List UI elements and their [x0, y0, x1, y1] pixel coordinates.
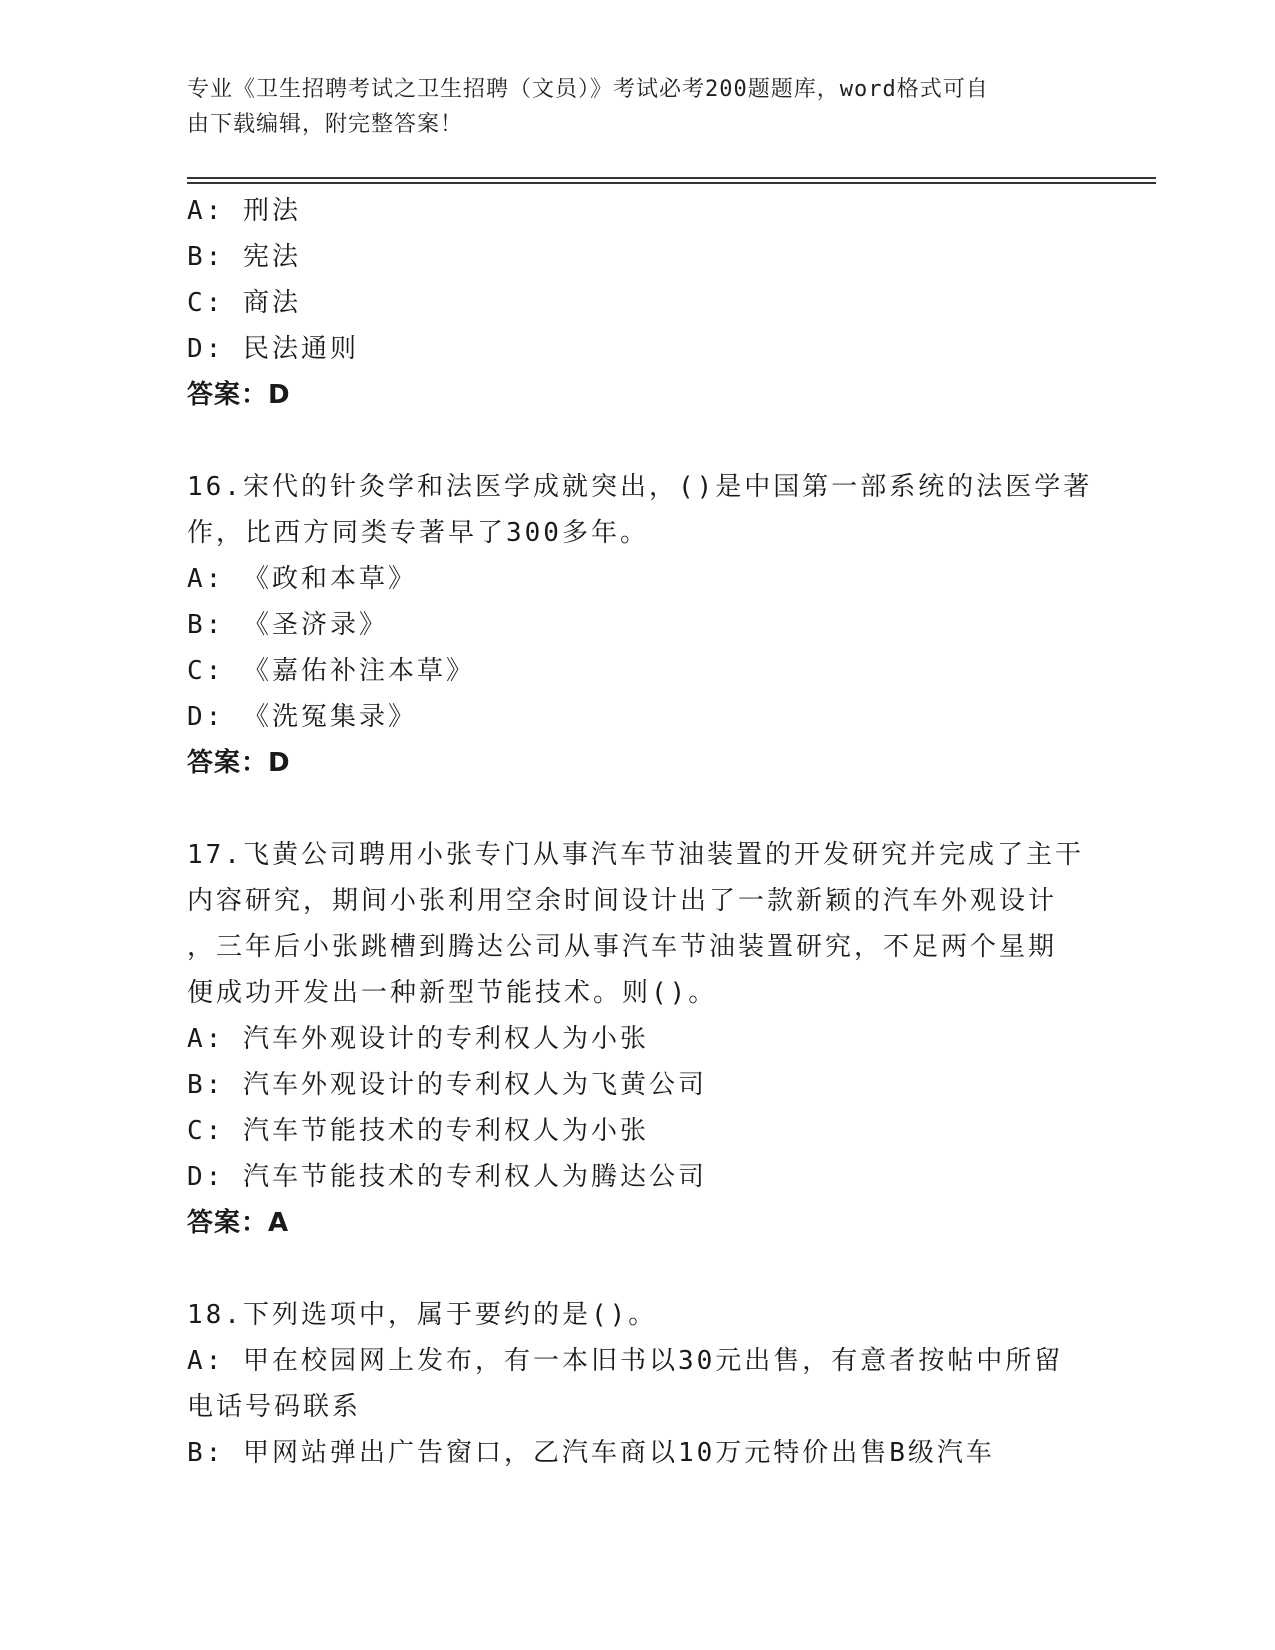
document-header	[187, 72, 1067, 142]
question-content	[187, 188, 1093, 1476]
header-rule-top	[187, 177, 1156, 179]
option-d: D: 民法通则	[187, 334, 359, 364]
spacer	[187, 1246, 1087, 1292]
answer-line: 答案：D	[187, 748, 291, 778]
question-text: 16.宋代的针灸学和法医学成就突出，()是中国第一部系统的法医学著	[187, 472, 1093, 502]
option-d: D: 汽车节能技术的专利权人为腾达公司	[187, 1162, 707, 1192]
question-text: 18.下列选项中，属于要约的是()。	[187, 1300, 658, 1330]
option-b: B: 甲网站弹出广告窗口，乙汽车商以10万元特价出售B级汽车	[187, 1438, 995, 1468]
spacer	[187, 418, 1087, 464]
header-line-1: 专业《卫生招聘考试之卫生招聘（文员）》考试必考200题题库，word格式可自	[187, 77, 989, 102]
option-c: C: 《嘉佑补注本草》	[187, 656, 475, 686]
answer-line: 答案：D	[187, 380, 291, 410]
option-b: B: 宪法	[187, 242, 301, 272]
question-16-block	[187, 464, 1093, 786]
question-text: 便成功开发出一种新型节能技术。则()。	[187, 978, 718, 1008]
option-c: C: 汽车节能技术的专利权人为小张	[187, 1116, 649, 1146]
spacer	[187, 786, 1087, 832]
question-text: 17.飞黄公司聘用小张专门从事汽车节油装置的开发研究并完成了主干	[187, 840, 1084, 870]
option-b: B: 汽车外观设计的专利权人为飞黄公司	[187, 1070, 707, 1100]
option-a: A: 汽车外观设计的专利权人为小张	[187, 1024, 649, 1054]
option-a-continued: 电话号码联系	[187, 1392, 362, 1422]
question-text: 内容研究，期间小张利用空余时间设计出了一款新颖的汽车外观设计	[187, 886, 1058, 916]
question-text: 作，比西方同类专著早了300多年。	[187, 518, 649, 548]
header-line-2: 由下载编辑，附完整答案！	[187, 112, 464, 137]
option-a: A: 甲在校园网上发布，有一本旧书以30元出售，有意者按帖中所留	[187, 1346, 1064, 1376]
header-rule-bottom	[187, 182, 1156, 184]
option-b: B: 《圣济录》	[187, 610, 388, 640]
option-c: C: 商法	[187, 288, 301, 318]
question-15-block	[187, 188, 1087, 418]
question-text: ，三年后小张跳槽到腾达公司从事汽车节油装置研究，不足两个星期	[187, 932, 1058, 962]
answer-line: 答案：A	[187, 1208, 290, 1238]
option-a: A: 刑法	[187, 196, 301, 226]
question-17-block	[187, 832, 1087, 1246]
question-18-block	[187, 1292, 1087, 1476]
option-a: A: 《政和本草》	[187, 564, 417, 594]
option-d: D: 《洗冤集录》	[187, 702, 417, 732]
